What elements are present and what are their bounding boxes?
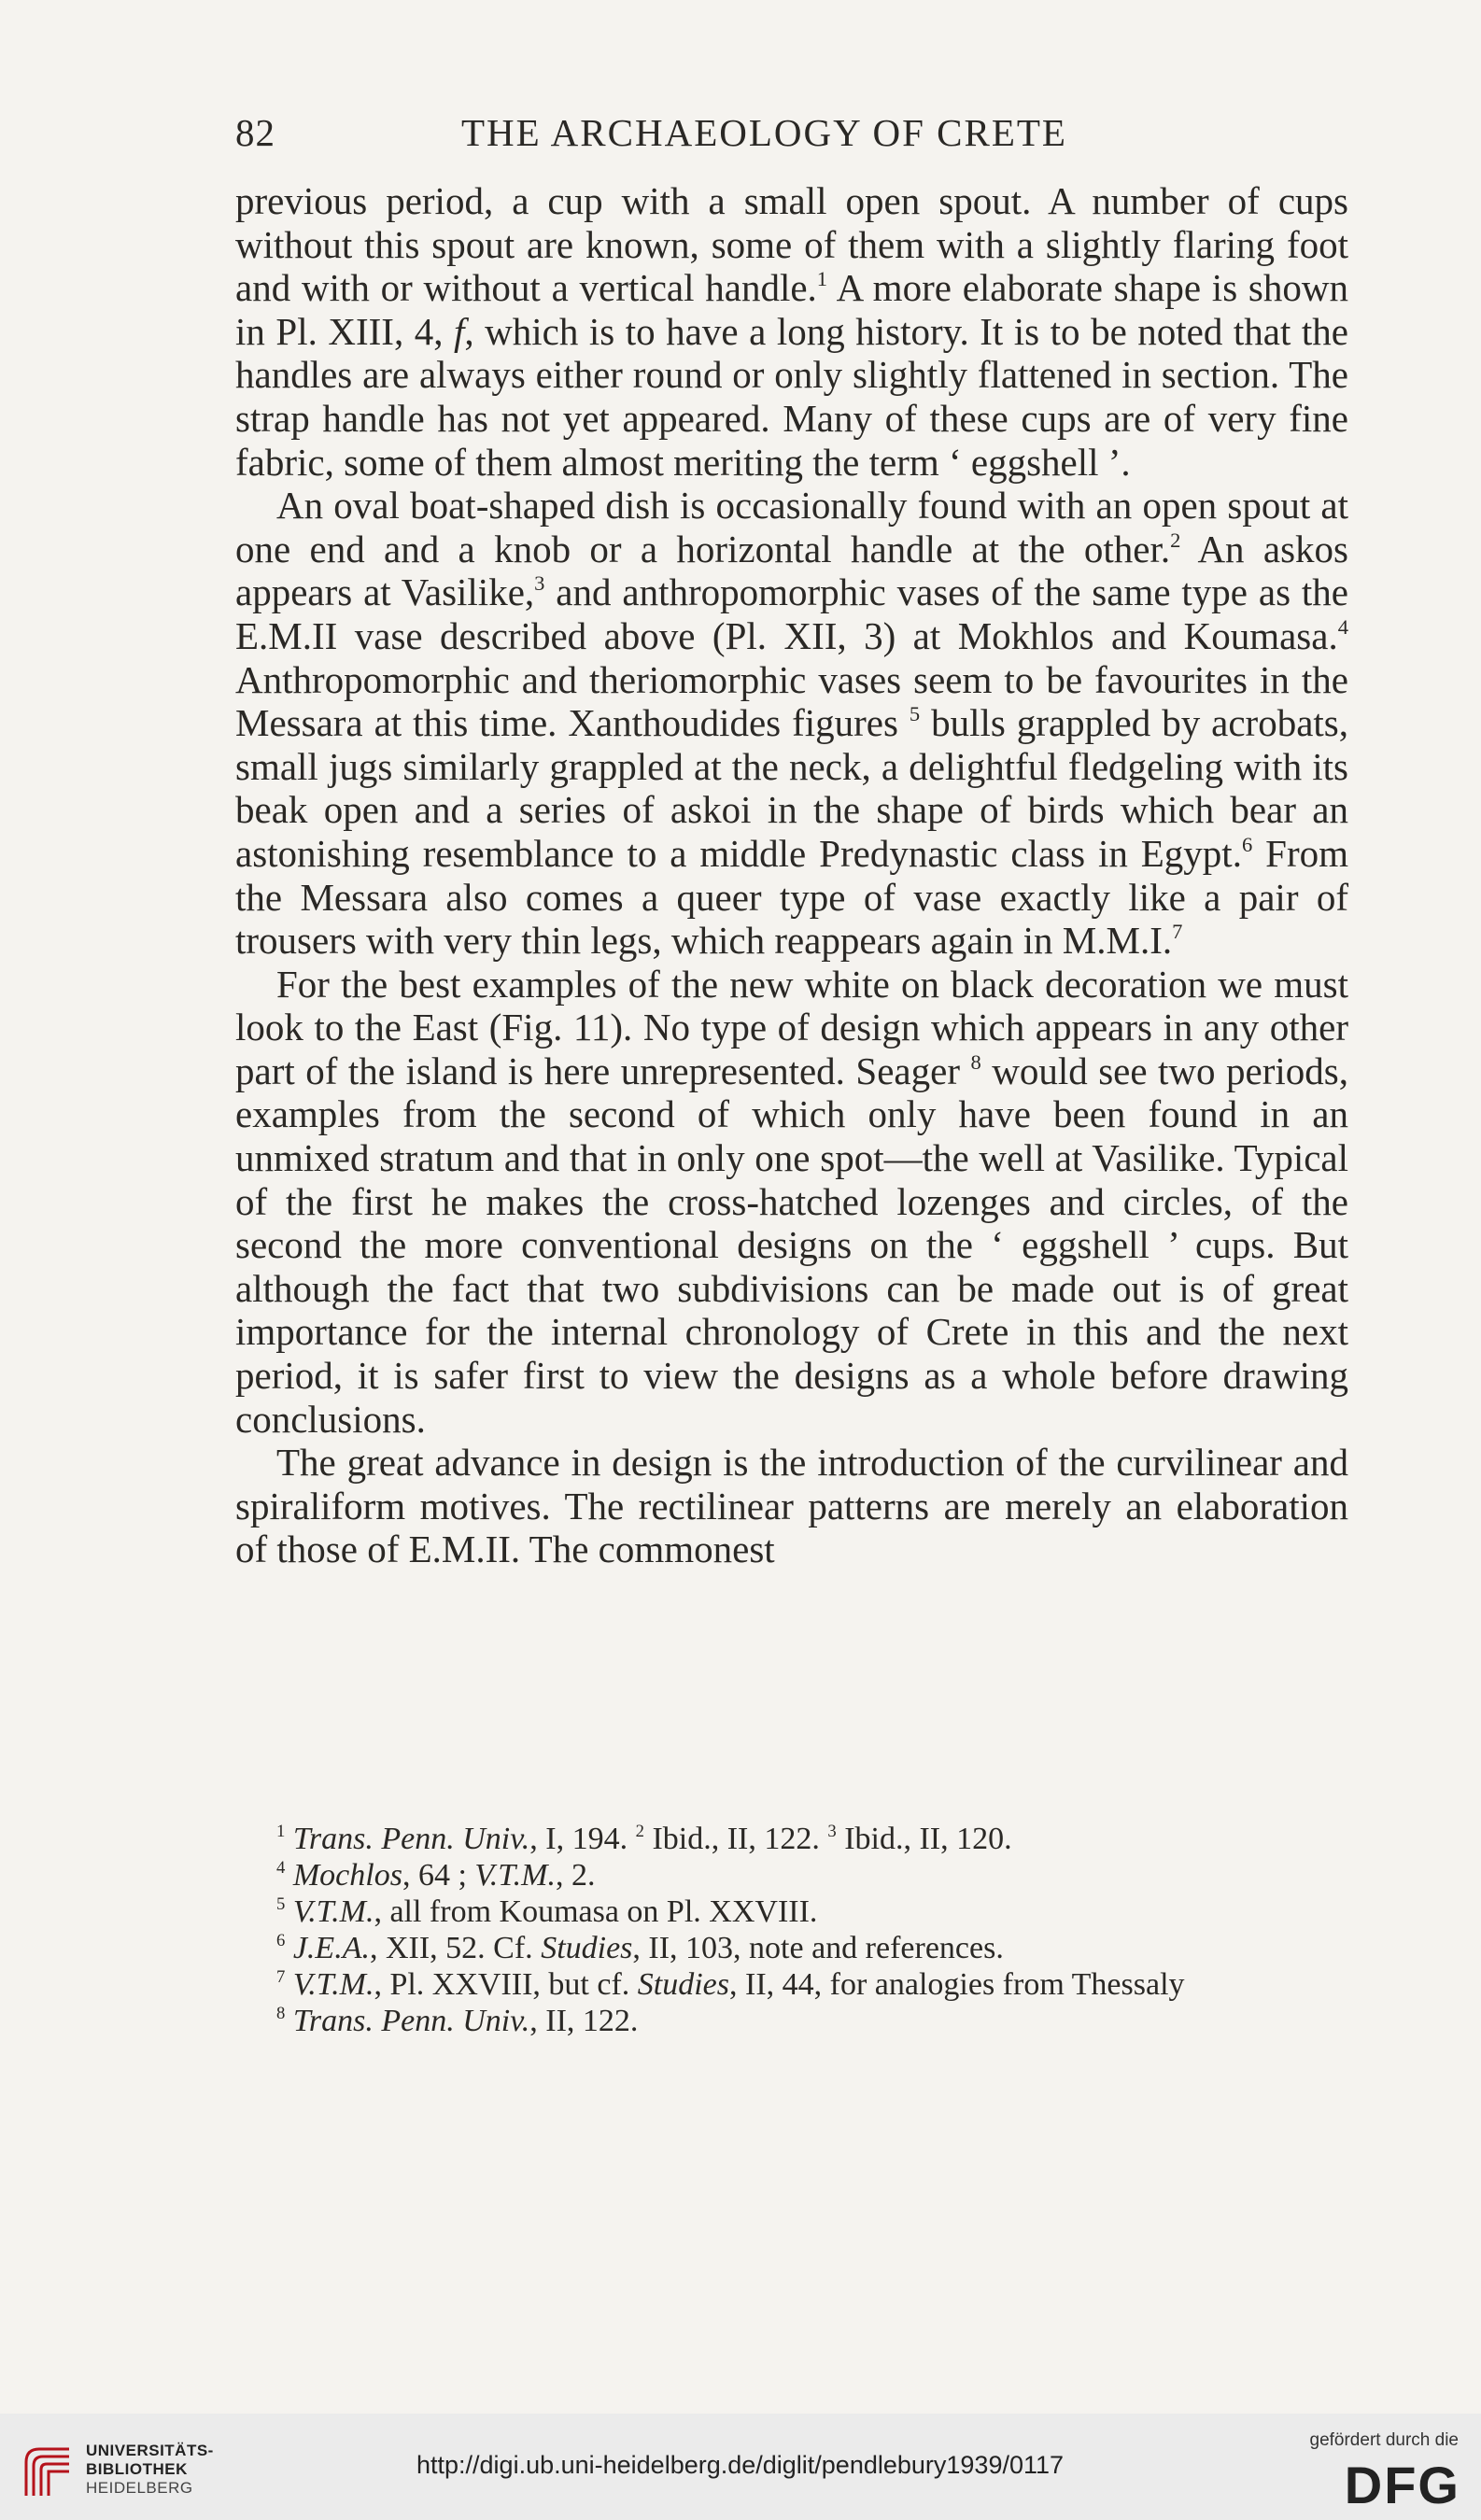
note-reference: 6 bbox=[1241, 833, 1253, 857]
paragraph bbox=[235, 1441, 1348, 1571]
footnote bbox=[235, 1966, 1348, 2003]
note-reference: 8 bbox=[276, 2003, 286, 2023]
italic-text: V.T.M. bbox=[292, 1894, 374, 1929]
text-run: , II, 44, for analogies from Thessaly bbox=[729, 1967, 1185, 2002]
note-reference: 1 bbox=[816, 267, 828, 291]
footnote bbox=[235, 1821, 1348, 1857]
note-reference: 4 bbox=[1337, 615, 1348, 640]
note-reference: 7 bbox=[276, 1966, 286, 1987]
note-reference: 7 bbox=[1172, 920, 1183, 944]
text-run bbox=[285, 1967, 293, 2002]
italic-text: J.E.A. bbox=[292, 1931, 370, 1965]
text-run: Ibid., II, 122. bbox=[643, 1822, 828, 1856]
text-run: For the best examples of the new white on black decoration we must look to the East (Fig. 11). No type of design which appears in any other part of the island is here unrepresented. Seager bbox=[235, 962, 1348, 1092]
text-run: An askos appears at Vasilike, bbox=[235, 527, 1348, 614]
note-reference: 1 bbox=[276, 1821, 286, 1841]
library-name bbox=[86, 2442, 214, 2498]
note-reference: 2 bbox=[1170, 528, 1181, 552]
note-reference: 3 bbox=[534, 571, 545, 596]
text-run: An oval boat-shaped dish is occasionally found with an open spout at one end and a knob or a horizontal handle at the other. bbox=[235, 484, 1348, 570]
university-library-logo-icon bbox=[17, 2440, 78, 2498]
running-title: THE ARCHAEOLOGY OF CRETE bbox=[461, 111, 1067, 154]
note-reference: 2 bbox=[635, 1821, 644, 1841]
text-run: , I, 194. bbox=[529, 1822, 636, 1856]
footnote bbox=[235, 1930, 1348, 1966]
footnotes bbox=[235, 1821, 1348, 2039]
footnote bbox=[235, 1894, 1348, 1930]
dfg-logo: DFG bbox=[1344, 2456, 1460, 2514]
paragraph bbox=[235, 484, 1348, 963]
text-run bbox=[285, 1822, 293, 1856]
text-run bbox=[285, 1858, 293, 1893]
italic-text: Studies bbox=[637, 1967, 729, 2002]
italic-text: V.T.M. bbox=[292, 1967, 374, 2002]
text-run: and anthropomorphic vases of the same type as the E.M.II vase described above (Pl. XII, 3) at Mokhlos and Koumasa. bbox=[235, 570, 1348, 657]
text-run: , Pl. XXVIII, but cf. bbox=[374, 1967, 638, 2002]
note-reference: 5 bbox=[276, 1894, 286, 1914]
paragraph bbox=[235, 179, 1348, 484]
text-run: , all from Koumasa on Pl. XXVIII. bbox=[374, 1894, 818, 1929]
note-reference: 6 bbox=[276, 1930, 286, 1950]
paragraph bbox=[235, 963, 1348, 1442]
note-reference: 4 bbox=[276, 1857, 286, 1878]
permalink-url[interactable]: http://digi.ub.uni-heidelberg.de/diglit/pendlebury1939/0117 bbox=[416, 2451, 1065, 2479]
text-run bbox=[285, 1894, 293, 1929]
page-number: 82 bbox=[235, 111, 275, 154]
note-reference: 5 bbox=[909, 702, 921, 726]
italic-text: Trans. Penn. Univ. bbox=[292, 2004, 530, 2038]
note-reference: 3 bbox=[827, 1821, 837, 1841]
library-name-line: BIBLIOTHEK bbox=[86, 2460, 188, 2478]
text-run: , 2. bbox=[555, 1858, 596, 1893]
italic-text: V.T.M. bbox=[474, 1858, 556, 1893]
text-run: From the Messara also comes a queer type of vase exactly like a pair of trousers with very thin legs, which reappears again in M.M.I. bbox=[235, 831, 1348, 963]
note-reference: 8 bbox=[970, 1050, 981, 1075]
text-run: , II, 122. bbox=[529, 2004, 639, 2038]
italic-text: Studies bbox=[541, 1931, 633, 1965]
library-name-line: UNIVERSITÄTS- bbox=[86, 2442, 214, 2459]
text-run: , which is to have a long history. It is to be noted that the handles are always either round or only slightly flattened in section. The strap handle has not yet appeared. Many of these cups are of very fine fabric, some of them almost meriting the term ‘ eggshell ’. bbox=[235, 309, 1348, 484]
text-run: , II, 103, note and references. bbox=[632, 1931, 1004, 1965]
digitization-footer bbox=[0, 2414, 1481, 2520]
italic-text: Mochlos bbox=[292, 1858, 402, 1893]
text-run bbox=[285, 1931, 293, 1965]
text-run: , 64 ; bbox=[402, 1858, 475, 1893]
text-run: Ibid., II, 120. bbox=[836, 1822, 1012, 1856]
text-run: , XII, 52. Cf. bbox=[369, 1931, 542, 1965]
running-header bbox=[235, 110, 1348, 166]
italic-text: f bbox=[454, 309, 465, 353]
footnote bbox=[235, 1857, 1348, 1894]
text-run bbox=[285, 2004, 293, 2038]
text-run: Anthropomorphic and theriomorphic vases seem to be favourites in the Messara at this time. Xanthoudides figures bbox=[235, 657, 1348, 745]
library-name-line: HEIDELBERG bbox=[86, 2479, 193, 2497]
text-run: bulls grappled by acrobats, small jugs similarly grappled at the neck, a delightful fledgeling with its beak open and a series of askoi in the shape of birds which bear an astonishing resemblance to a middle Predynastic class in Egypt. bbox=[235, 701, 1348, 875]
text-run: would see two periods, examples from the second of which only have been found in an unmixed stratum and that in only one spot—the well at Vasilike. Typical of the first he makes the cross-hatched lozenges and circles, of the second the more conventional designs on the ‘ eggshell ’ cups. But although the fact that two subdivisions can be made out is of great importance for the internal chronology of Crete in this and the next period, it is safer first to view the designs as a whole before drawing conclusions. bbox=[235, 1049, 1348, 1441]
footnote bbox=[235, 2003, 1348, 2039]
text-run: A more elaborate shape is shown in Pl. XIII, 4, bbox=[235, 266, 1348, 353]
italic-text: Trans. Penn. Univ. bbox=[292, 1822, 530, 1856]
text-run: The great advance in design is the introduction of the curvilinear and spiraliform motives. The rectilinear patterns are merely an elaboration of those of E.M.II. The commonest bbox=[235, 1441, 1348, 1571]
funding-note: gefördert durch die bbox=[1309, 2430, 1459, 2450]
main-text bbox=[235, 179, 1348, 1571]
text-run: previous period, a cup with a small open spout. A number of cups without this spout are known, some of them with a slightly flaring foot and with or without a vertical handle. bbox=[235, 179, 1348, 310]
